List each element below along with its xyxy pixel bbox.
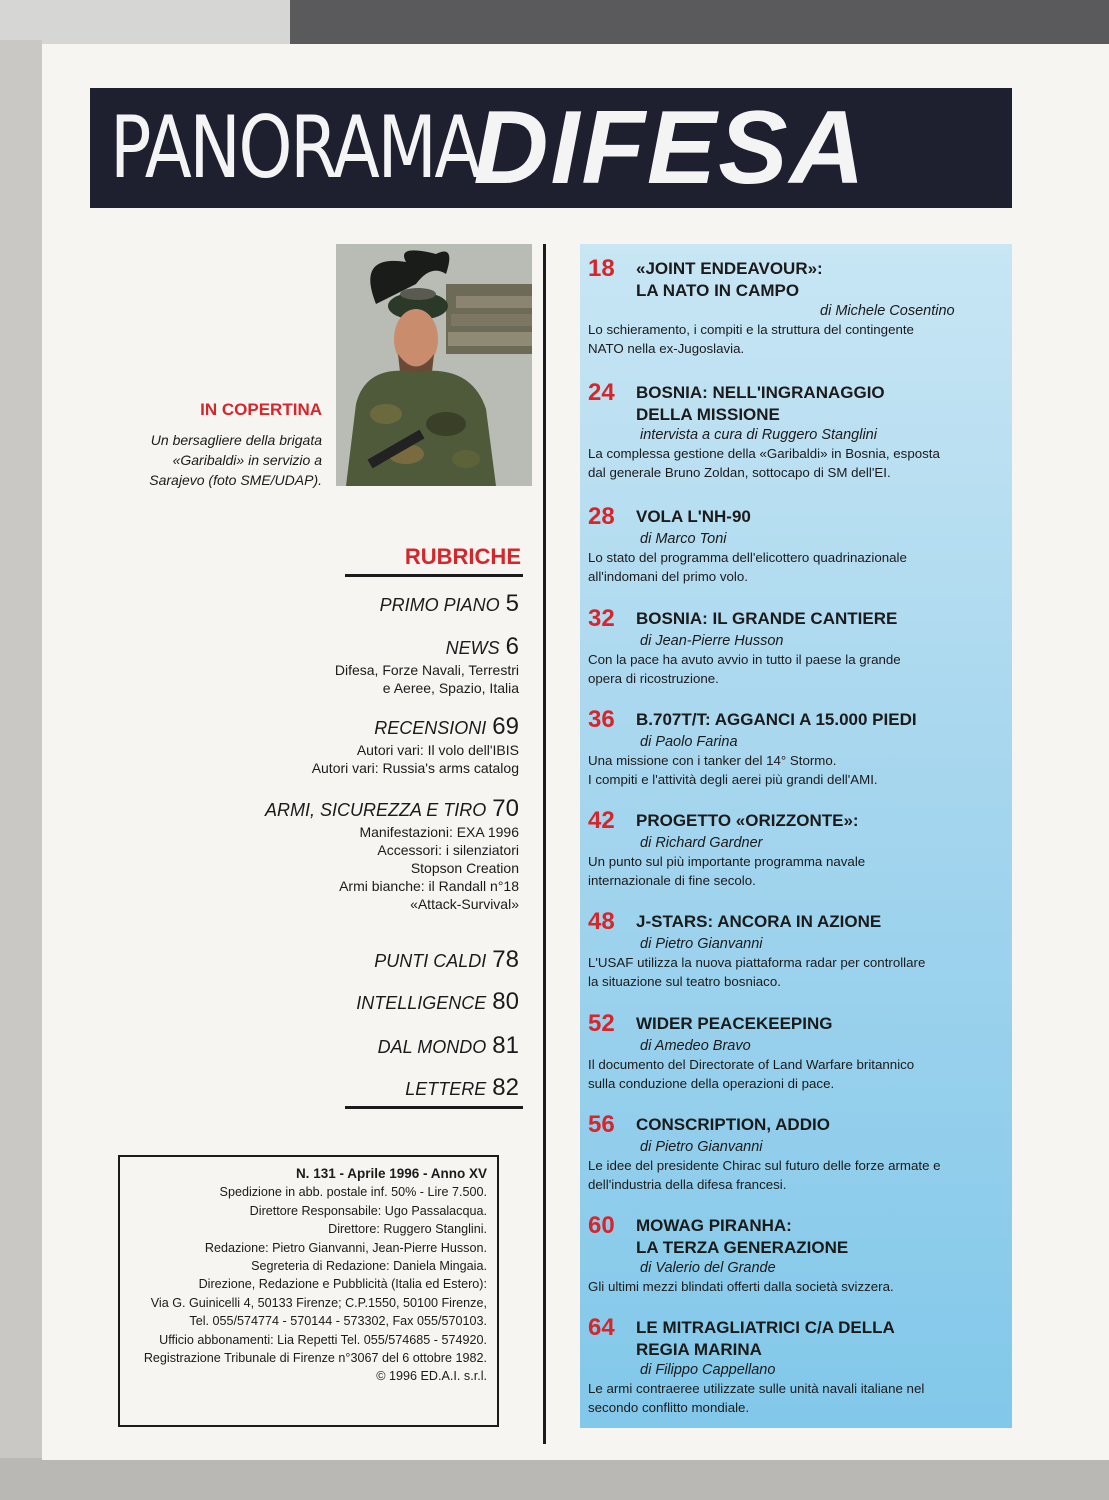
colophon-line: © 1996 ED.A.I. s.r.l. xyxy=(376,1369,487,1384)
masthead-panorama: PANORAMA xyxy=(110,98,480,198)
article-author: di Michele Cosentino xyxy=(820,303,955,319)
article-52[interactable] xyxy=(580,1011,1012,1093)
article-title-line: REGIA MARINA xyxy=(636,1340,762,1359)
article-desc-line: dal generale Bruno Zoldan, sottocapo di SM dell'EI. xyxy=(588,465,891,480)
article-title xyxy=(636,1213,848,1259)
rubrica-name: ARMI, SICUREZZA E TIRO xyxy=(264,800,487,820)
article-page-number: 18 xyxy=(588,255,615,282)
article-description xyxy=(580,751,1012,789)
issue-line: N. 131 - Aprile 1996 - Anno XV xyxy=(295,1166,487,1181)
article-page-number: 28 xyxy=(588,503,615,530)
rubrica-page: 82 xyxy=(492,1074,519,1101)
column-divider xyxy=(543,244,546,1444)
article-desc-line: sulla conduzione della operazioni di pace. xyxy=(588,1076,835,1091)
article-desc-line: Le armi contraeree utilizzate sulle unità navali italiane nel xyxy=(588,1381,925,1396)
article-64[interactable] xyxy=(580,1315,1012,1417)
article-desc-line: internazionale di fine secolo. xyxy=(588,873,756,888)
article-title-line: PROGETTO «ORIZZONTE»: xyxy=(636,811,859,830)
cover-photo xyxy=(336,244,532,486)
article-desc-line: Lo stato del programma dell'elicottero quadrinazionale xyxy=(588,550,907,565)
masthead xyxy=(90,88,1012,208)
article-author: di Jean-Pierre Husson xyxy=(640,633,784,649)
article-author: di Valerio del Grande xyxy=(640,1260,776,1276)
article-title xyxy=(636,1315,895,1361)
article-desc-line: Gli ultimi mezzi blindati offerti dalla società svizzera. xyxy=(588,1279,894,1294)
article-description xyxy=(580,650,1012,688)
rubrica-name: PRIMO PIANO xyxy=(379,595,500,615)
soldier-photo-illustration xyxy=(336,244,532,486)
article-description xyxy=(580,320,1012,358)
article-56[interactable] xyxy=(580,1112,1012,1194)
article-desc-line: la situazione sul teatro bosniaco. xyxy=(588,974,781,989)
rubrica-dal-mondo[interactable] xyxy=(378,1032,519,1060)
top-bar xyxy=(290,0,1109,48)
rubrica-line: «Attack-Survival» xyxy=(410,896,519,912)
rubrica-page: 78 xyxy=(492,946,519,973)
rubrica-name: DAL MONDO xyxy=(377,1037,487,1057)
article-author: intervista a cura di Ruggero Stanglini xyxy=(640,427,877,443)
article-desc-line: Una missione con i tanker del 14° Stormo. xyxy=(588,753,837,768)
rubrica-intelligence[interactable] xyxy=(356,988,519,1016)
article-36[interactable] xyxy=(580,707,1012,789)
rubrica-page: 80 xyxy=(492,988,519,1015)
colophon-line: Redazione: Pietro Gianvanni, Jean-Pierre Husson. xyxy=(204,1240,487,1255)
article-24[interactable] xyxy=(580,380,1012,482)
article-title-line: B.707T/T: AGGANCI A 15.000 PIEDI xyxy=(636,710,917,729)
colophon-line: Direttore Responsabile: Ugo Passalacqua. xyxy=(249,1203,487,1218)
article-description xyxy=(580,953,1012,991)
rubrica-line: Autori vari: Il volo dell'IBIS xyxy=(356,742,519,758)
article-title-line: J-STARS: ANCORA IN AZIONE xyxy=(636,912,882,931)
cover-info xyxy=(60,400,322,490)
article-page-number: 52 xyxy=(588,1010,615,1037)
article-title xyxy=(636,1011,832,1035)
rubrica-name: INTELLIGENCE xyxy=(356,993,487,1013)
article-description xyxy=(580,444,1012,482)
article-page-number: 32 xyxy=(588,605,615,632)
rubrica-news[interactable] xyxy=(335,633,519,697)
rubrica-primo-piano[interactable] xyxy=(380,590,519,618)
rubrica-line: Manifestazioni: EXA 1996 xyxy=(359,824,519,840)
article-title xyxy=(636,380,885,426)
article-title-line: WIDER PEACEKEEPING xyxy=(636,1014,833,1033)
rubrica-page: 5 xyxy=(505,590,519,617)
article-desc-line: Lo schieramento, i compiti e la struttura del contingente xyxy=(588,322,914,337)
article-title xyxy=(636,707,917,731)
article-title xyxy=(636,909,881,933)
rubrica-line: Autori vari: Russia's arms catalog xyxy=(311,760,519,776)
rubrica-line: Accessori: i silenziatori xyxy=(377,842,519,858)
colophon-line: Registrazione Tribunale di Firenze n°3067 del 6 ottobre 1982. xyxy=(143,1351,487,1366)
article-page-number: 42 xyxy=(588,807,615,834)
article-48[interactable] xyxy=(580,909,1012,991)
article-title-line: LE MITRAGLIATRICI C/A DELLA xyxy=(636,1318,895,1337)
article-title-line: DELLA MISSIONE xyxy=(636,405,780,424)
bottom-bar xyxy=(0,1458,1109,1500)
article-title-line: LA TERZA GENERAZIONE xyxy=(636,1238,849,1257)
rubrica-lettere[interactable] xyxy=(405,1074,519,1102)
article-description xyxy=(580,852,1012,890)
article-title xyxy=(636,606,897,630)
article-desc-line: all'indomani del primo volo. xyxy=(588,569,748,584)
article-desc-line: Con la pace ha avuto avvio in tutto il paese la grande xyxy=(588,652,901,667)
article-title xyxy=(636,1112,830,1136)
article-title xyxy=(636,808,859,832)
article-title-line: CONSCRIPTION, ADDIO xyxy=(636,1115,830,1134)
article-title-line: BOSNIA: IL GRANDE CANTIERE xyxy=(636,609,898,628)
rubrica-name: RECENSIONI xyxy=(374,718,487,738)
article-description xyxy=(580,548,1012,586)
cover-caption-line: Un bersagliere della brigata xyxy=(150,432,322,448)
rubriche-rule xyxy=(345,574,523,577)
article-description xyxy=(580,1055,1012,1093)
article-60[interactable] xyxy=(580,1213,1012,1296)
colophon-line: Direttore: Ruggero Stanglini. xyxy=(328,1222,487,1237)
rubrica-line: e Aeree, Spazio, Italia xyxy=(382,680,519,696)
article-author: di Filippo Cappellano xyxy=(640,1362,776,1378)
article-desc-line: secondo conflitto mondiale. xyxy=(588,1400,750,1415)
colophon-line: Direzione, Redazione e Pubblicità (Italia ed Estero): xyxy=(198,1277,487,1292)
colophon-box xyxy=(118,1155,499,1427)
article-desc-line: Il documento del Directorate of Land Warfare britannico xyxy=(588,1057,915,1072)
article-title xyxy=(636,256,823,302)
rubrica-line: Armi bianche: il Randall n°18 xyxy=(339,878,519,894)
article-desc-line: L'USAF utilizza la nuova piattaforma radar per controllare xyxy=(588,955,926,970)
article-author: di Pietro Gianvanni xyxy=(640,936,763,952)
rubrica-page: 70 xyxy=(492,795,519,822)
rubriche-bottom-rule xyxy=(345,1106,523,1109)
article-desc-line: La complessa gestione della «Garibaldi» in Bosnia, esposta xyxy=(588,446,940,461)
article-desc-line: Le idee del presidente Chirac sul futuro delle forze armate e xyxy=(588,1158,941,1173)
article-title-line: «JOINT ENDEAVOUR»: xyxy=(636,259,823,278)
article-title-line: VOLA L'NH-90 xyxy=(636,507,751,526)
rubrica-punti-caldi[interactable] xyxy=(374,946,519,974)
article-title-line: MOWAG PIRANHA: xyxy=(636,1216,792,1235)
rubrica-page: 81 xyxy=(492,1032,519,1059)
article-title-line: LA NATO IN CAMPO xyxy=(636,281,800,300)
article-18[interactable] xyxy=(580,256,1012,358)
masthead-difesa: DIFESA xyxy=(473,89,867,206)
article-title-line: BOSNIA: NELL'INGRANAGGIO xyxy=(636,383,885,402)
article-author: di Amedeo Bravo xyxy=(640,1038,751,1054)
article-desc-line: Un punto sul più importante programma navale xyxy=(588,854,866,869)
rubrica-name: NEWS xyxy=(445,638,500,658)
article-page-number: 48 xyxy=(588,908,615,935)
article-desc-line: dell'industria della difesa francesi. xyxy=(588,1177,787,1192)
rubrica-recensioni[interactable] xyxy=(312,713,519,777)
rubrica-armi-sicurezza-tiro[interactable] xyxy=(265,795,519,913)
article-desc-line: opera di ricostruzione. xyxy=(588,671,719,686)
rubrica-name: PUNTI CALDI xyxy=(374,951,487,971)
article-page-number: 64 xyxy=(588,1314,615,1341)
article-author: di Richard Gardner xyxy=(640,835,763,851)
colophon-line: Via G. Guinicelli 4, 50133 Firenze; C.P.1550, 50100 Firenze, xyxy=(150,1295,487,1310)
article-page-number: 56 xyxy=(588,1111,615,1138)
left-page-edge xyxy=(0,40,42,1460)
rubrica-name: LETTERE xyxy=(405,1079,487,1099)
colophon-line: Ufficio abbonamenti: Lia Repetti Tel. 055/574685 - 574920. xyxy=(159,1332,487,1347)
article-description xyxy=(580,1156,1012,1194)
article-page-number: 24 xyxy=(588,379,615,406)
rubriche-title: RUBRICHE xyxy=(404,544,521,569)
colophon-line: Spedizione in abb. postale inf. 50% - Lire 7.500. xyxy=(219,1185,487,1200)
cover-caption-line: Sarajevo (foto SME/UDAP). xyxy=(149,472,322,488)
colophon-line: Segreteria di Redazione: Daniela Mingaia. xyxy=(251,1259,487,1274)
articles-panel xyxy=(580,244,1012,1428)
article-author: di Pietro Gianvanni xyxy=(640,1139,763,1155)
rubrica-page: 6 xyxy=(505,633,519,660)
colophon-line: Tel. 055/574774 - 570144 - 573302, Fax 055/570103. xyxy=(189,1314,487,1329)
article-page-number: 60 xyxy=(588,1212,615,1239)
cover-title: IN COPERTINA xyxy=(200,400,322,419)
cover-caption-line: «Garibaldi» in servizio a xyxy=(172,452,322,468)
article-description xyxy=(580,1277,1012,1296)
rubrica-line: Stopson Creation xyxy=(410,860,519,876)
rubrica-line: Difesa, Forze Navali, Terrestri xyxy=(334,662,519,678)
cover-caption xyxy=(60,430,322,490)
article-title xyxy=(636,504,751,528)
article-28[interactable] xyxy=(580,504,1012,586)
article-description xyxy=(580,1379,1012,1417)
article-author: di Paolo Farina xyxy=(640,734,738,750)
article-desc-line: NATO nella ex-Jugoslavia. xyxy=(588,341,745,356)
article-desc-line: I compiti e l'attività degli aerei più grandi dell'AMI. xyxy=(588,772,878,787)
article-author: di Marco Toni xyxy=(640,531,727,547)
article-page-number: 36 xyxy=(588,706,615,733)
article-32[interactable] xyxy=(580,606,1012,688)
article-42[interactable] xyxy=(580,808,1012,890)
rubrica-page: 69 xyxy=(492,713,519,740)
